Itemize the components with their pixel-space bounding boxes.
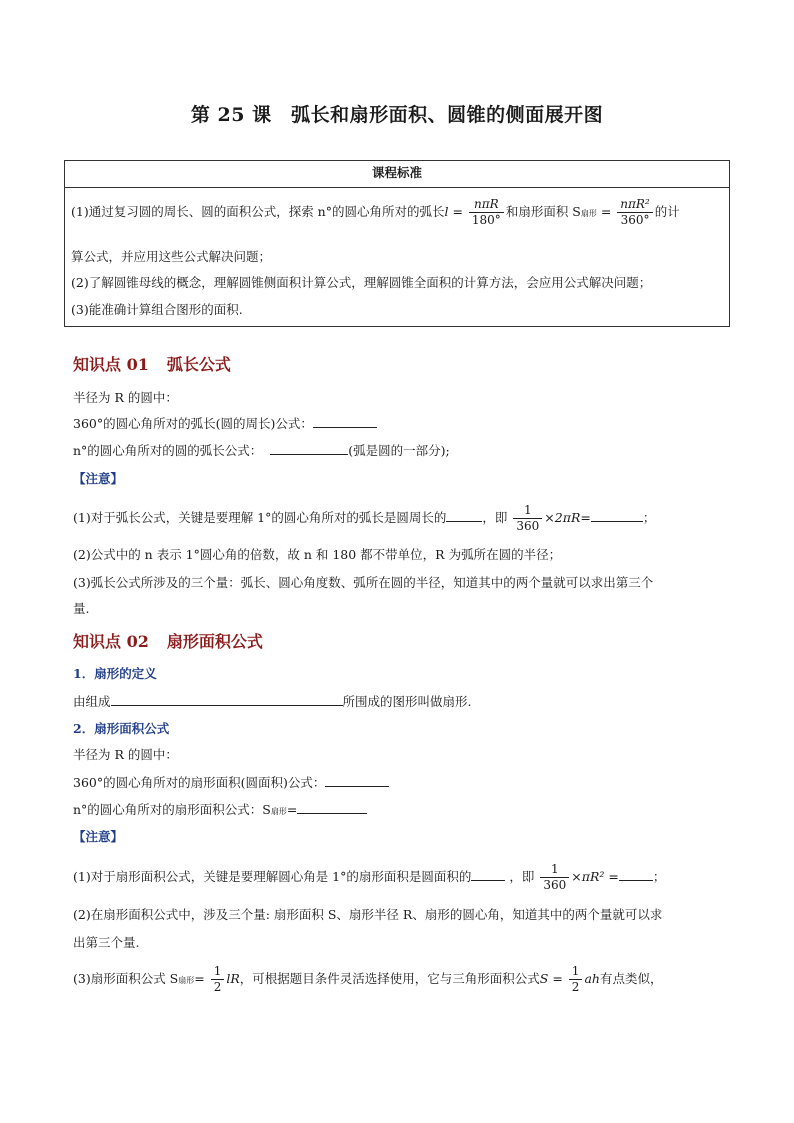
kp2-para-3: n°的圆心角所对的扇形面积公式：S扇形= bbox=[73, 800, 367, 818]
knowledge-point-2-heading: 知识点 02 扇形面积公式 bbox=[73, 632, 263, 651]
blank-sector-fraction[interactable] bbox=[471, 870, 505, 881]
kp2-note-1: (1)对于扇形面积公式，关键是要理解圆心角是 1°的扇形面积是圆面积的 ，即 $\frac{1}{360}$ ×πR² = ； bbox=[73, 862, 666, 892]
kp1-para-1: 半径为 R 的圆中： bbox=[73, 390, 178, 405]
standard-line-3: (2)了解圆锥母线的概念，理解圆锥侧面积计算公式，理解圆锥全面积的计算方法，会应用公式解决问题； bbox=[71, 275, 652, 290]
blank-sector-area[interactable] bbox=[297, 803, 367, 814]
kp1-note-3b: 量. bbox=[73, 601, 90, 616]
kp2-note-3: (3)扇形面积公式 S扇形= $\frac{1}{2}$ lR，可根据题目条件灵活选择使用，它与三角形面积公式S = $\frac{1}{2}$ ah有点类似， bbox=[73, 964, 663, 994]
blank-result[interactable] bbox=[591, 511, 643, 522]
kp1-para-2: 360°的圆心角所对的弧长(圆的周长)公式： bbox=[73, 414, 377, 432]
blank-arc-length[interactable] bbox=[270, 444, 348, 455]
blank-sector-definition[interactable] bbox=[111, 695, 343, 706]
standard-line-1: (1)通过复习圆的周长、圆的面积公式，探索 n°的圆心角所对的弧长l = $\frac{\text{nπR}}{180^\circ}$ 和扇形面积 S扇形 = $\frac{\text{nπR²}}{360^\circ}$ 的计 bbox=[71, 197, 680, 227]
standard-line-4: (3)能准确计算组合图形的面积. bbox=[71, 302, 243, 317]
kp2-note-2a: (2)在扇形面积公式中，涉及三个量: 扇形面积 S、扇形半径 R、扇形的圆心角，知道其中的两个量就可以求 bbox=[73, 907, 663, 922]
kp1-note-3a: (3)弧长公式所涉及的三个量：弧长、圆心角度数、弧所在圆的半径，知道其中的两个量就可以求出第三个 bbox=[73, 575, 654, 590]
kp2-note-2b: 出第三个量. bbox=[73, 935, 140, 950]
kp2-para-2: 360°的圆心角所对的扇形面积(圆面积)公式： bbox=[73, 773, 389, 791]
kp1-para-3: n°的圆心角所对的圆的弧长公式： (弧是圆的一部分); bbox=[73, 443, 450, 458]
kp2-definition: 由组成 所围成的图形叫做扇形. bbox=[73, 694, 472, 709]
sector-area-formula: $\frac{\text{nπR²}}{360^\circ}$ bbox=[617, 197, 652, 228]
kp1-note-label: 【注意】 bbox=[73, 471, 124, 486]
knowledge-point-1-heading: 知识点 01 弧长公式 bbox=[73, 355, 231, 374]
page-title: 第 25 课 弧长和扇形面积、圆锥的侧面展开图 bbox=[190, 104, 604, 126]
standard-line-2: 算公式，并应用这些公式解决问题； bbox=[71, 249, 272, 264]
blank-circle-area[interactable] bbox=[325, 776, 389, 787]
kp1-note-1: (1)对于弧长公式，关键是要理解 1°的圆心角所对的弧长是圆周长的 ，即 $\frac{1}{360}$ ×2πR= ； bbox=[73, 503, 656, 533]
kp2-note-label: 【注意】 bbox=[73, 829, 124, 844]
kp1-note-2: (2)公式中的 n 表示 1°圆心角的倍数，故 n 和 180 都不带单位，R 为弧所在圆的半径； bbox=[73, 547, 562, 562]
blank-fraction[interactable] bbox=[446, 511, 482, 522]
kp2-subheading-1: 1．扇形的定义 bbox=[73, 666, 157, 681]
blank-circumference[interactable] bbox=[313, 417, 377, 428]
kp2-para-1: 半径为 R 的圆中： bbox=[73, 747, 178, 762]
kp2-subheading-2: 2．扇形面积公式 bbox=[73, 721, 170, 736]
course-standard-box bbox=[64, 160, 730, 327]
arc-length-formula: $\frac{\text{nπR}}{180^\circ}$ bbox=[469, 197, 504, 228]
course-standard-header: 课程标准 bbox=[65, 161, 729, 188]
blank-sector-result[interactable] bbox=[619, 870, 653, 881]
